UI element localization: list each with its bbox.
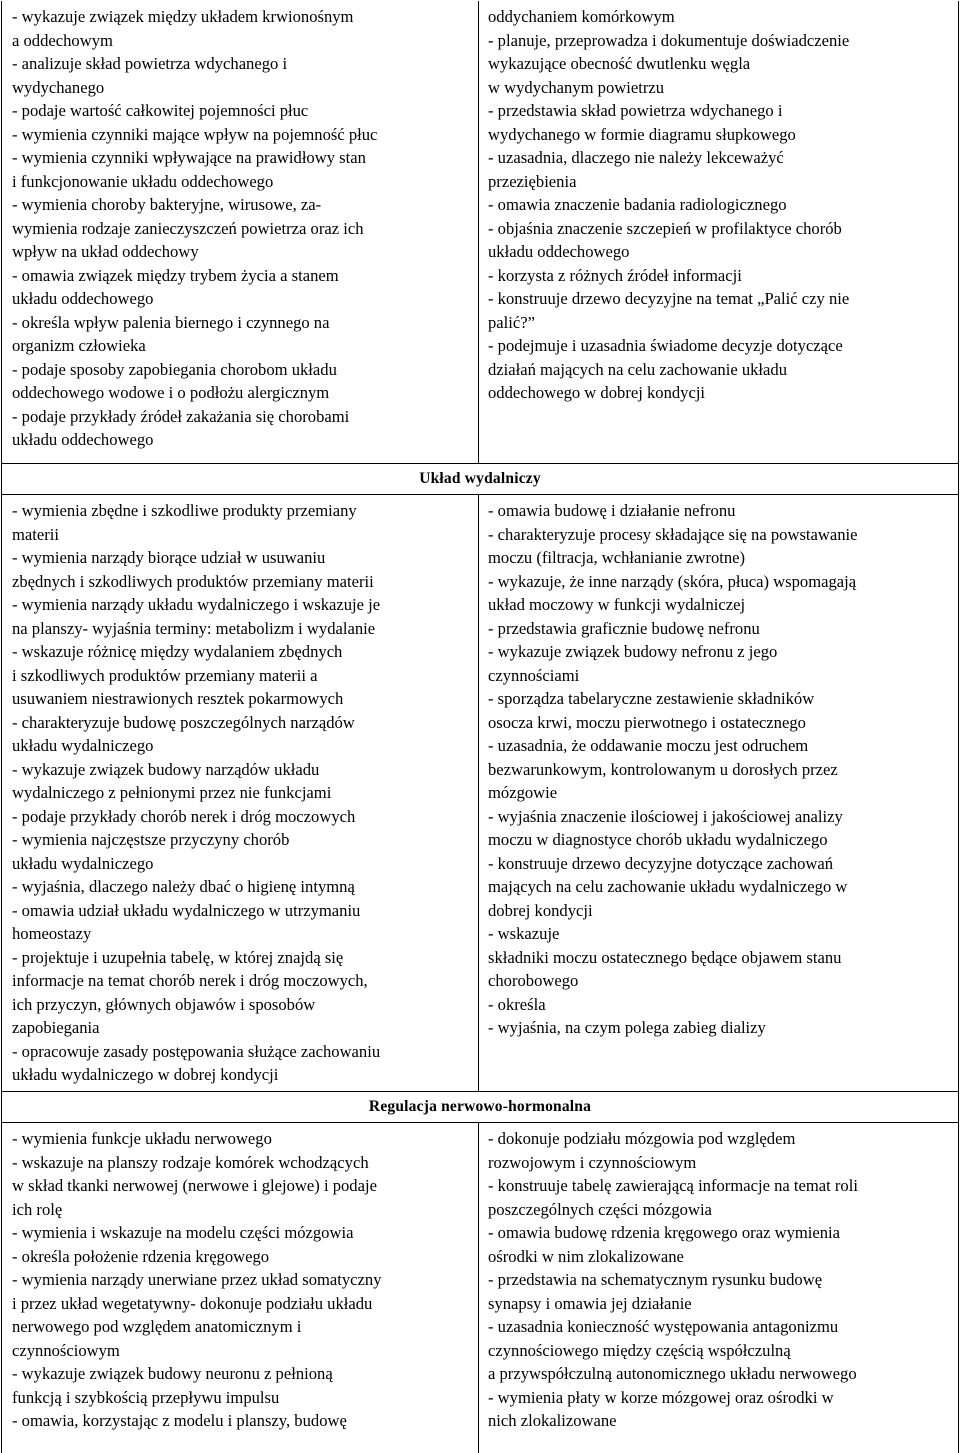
text-line: - wymienia zbędne i szkodliwe produkty przemiany bbox=[12, 501, 357, 520]
text-line: - określa bbox=[488, 994, 546, 1014]
text-line: i przez układ wegetatywny- dokonuje podziału układu bbox=[12, 1293, 373, 1313]
text-line: - wskazuje bbox=[488, 924, 560, 943]
text-line: układu oddechowego bbox=[12, 430, 154, 449]
text-line: - konstruuje drzewo decyzyjne na temat „Palić czy nie bbox=[488, 289, 850, 308]
text-line: homeostazy bbox=[12, 924, 92, 943]
text-line: wydychanego w formie diagramu słupkowego bbox=[488, 124, 796, 144]
text-line: na planszy- wyjaśnia terminy: metabolizm i wydalanie bbox=[12, 618, 376, 638]
text-line: palić?” bbox=[488, 312, 535, 332]
text-line: - projektuje i uzupełnia tabelę, w której znajdą się bbox=[12, 947, 344, 967]
text-line: oddechowego wodowe i o podłożu alergicznym bbox=[12, 383, 330, 402]
text-line: - wymienia najczęstsze przyczyny chorób bbox=[12, 830, 290, 849]
text-line: - omawia budowę rdzenia kręgowego oraz wymienia bbox=[488, 1223, 841, 1242]
text-line: - charakteryzuje budowę poszczególnych narządów bbox=[12, 712, 355, 732]
text-line: wpływ na układ oddechowy bbox=[12, 242, 199, 261]
text-line: działań mających na celu zachowanie układu bbox=[488, 359, 787, 379]
text-line: a oddechowym bbox=[12, 30, 113, 50]
text-line: - podejmuje i uzasadnia świadome decyzje dotyczące bbox=[488, 336, 843, 355]
text-line: - planuje, przeprowadza i dokumentuje doświadczenie bbox=[488, 30, 850, 50]
text-line: chorobowego bbox=[488, 971, 579, 990]
text-line: funkcją i szybkością przepływu impulsu bbox=[12, 1387, 280, 1407]
text-line: - podaje sposoby zapobiegania chorobom układu bbox=[12, 359, 337, 379]
text-line: - uzasadnia, dlaczego nie należy lekceważyć bbox=[488, 148, 784, 167]
text-line: - wyjaśnia znaczenie ilościowej i jakościowej analizy bbox=[488, 806, 843, 826]
text-line: - wymienia czynniki wpływające na prawidłowy stan bbox=[12, 148, 366, 167]
text-line: osocza krwi, moczu pierwotnego i ostatecznego bbox=[488, 712, 806, 732]
curriculum-table bbox=[1, 1, 959, 1453]
text-line: usuwaniem niestrawionych resztek pokarmowych bbox=[12, 689, 344, 708]
text-line: ośrodki w nim zlokalizowane bbox=[488, 1246, 684, 1266]
text-line: - uzasadnia konieczność występowania antagonizmu bbox=[488, 1317, 839, 1336]
text-line: - wyjaśnia, na czym polega zabieg dializy bbox=[488, 1018, 766, 1037]
text-line: zbędnych i szkodliwych produktów przemiany materii bbox=[12, 571, 374, 591]
text-line: - przedstawia graficznie budowę nefronu bbox=[488, 618, 760, 638]
text-line: - charakteryzuje procesy składające się na powstawanie bbox=[488, 524, 858, 544]
text-line: - omawia, korzystając z modelu i planszy, budowę bbox=[12, 1411, 347, 1430]
text-line: - sporządza tabelaryczne zestawienie składników bbox=[488, 689, 815, 708]
basic-requirements-cell bbox=[2, 495, 479, 1091]
text-line: czynnościowym bbox=[12, 1340, 120, 1360]
text-line: - omawia znaczenie badania radiologicznego bbox=[488, 195, 787, 214]
text-line: i funkcjonowanie układu oddechowego bbox=[12, 171, 274, 191]
text-line: - wskazuje różnicę między wydalaniem zbędnych bbox=[12, 642, 343, 661]
text-line: w wydychanym powietrzu bbox=[488, 77, 665, 97]
text-line: - analizuje skład powietrza wdychanego i bbox=[12, 54, 288, 73]
text-line: - wyjaśnia, dlaczego należy dbać o higienę intymną bbox=[12, 877, 355, 896]
text-line: - wykazuje związek budowy narządów układu bbox=[12, 759, 320, 779]
text-line: mózgowie bbox=[488, 783, 558, 802]
table-row-excretory bbox=[2, 494, 958, 1091]
section-heading-neuro-hormonal: Regulacja nerwowo-hormonalna bbox=[2, 1091, 958, 1122]
text-line: poszczególnych części mózgowia bbox=[488, 1199, 712, 1219]
text-line: - wykazuje, że inne narządy (skóra, płuca) wspomagają bbox=[488, 571, 857, 591]
text-line: - omawia udział układu wydalniczego w utrzymaniu bbox=[12, 900, 361, 920]
text-line: ich przyczyn, głównych objawów i sposobów bbox=[12, 994, 316, 1014]
text-line: - wykazuje związek budowy neuronu z pełnioną bbox=[12, 1364, 333, 1383]
text-line: układu wydalniczego bbox=[12, 736, 154, 755]
text-line: synapsy i omawia jej działanie bbox=[488, 1293, 692, 1313]
text-line: - wymienia i wskazuje na modelu części mózgowia bbox=[12, 1223, 354, 1242]
text-line: - wymienia płaty w korze mózgowej oraz ośrodki w bbox=[488, 1387, 834, 1407]
text-line: - podaje przykłady chorób nerek i dróg moczowych bbox=[12, 806, 356, 826]
basic-requirements-cell bbox=[2, 1123, 479, 1453]
text-line: - opracowuje zasady postępowania służące zachowaniu bbox=[12, 1041, 381, 1061]
table-row-respiratory bbox=[2, 1, 958, 463]
text-line: nerwowego pod względem anatomicznym i bbox=[12, 1317, 302, 1336]
text-line: - określa wpływ palenia biernego i czynnego na bbox=[12, 312, 330, 332]
section-heading-excretory: Układ wydalniczy bbox=[2, 463, 958, 494]
text-line: składniki moczu ostatecznego będące objawem stanu bbox=[488, 947, 842, 967]
extended-requirements-cell bbox=[479, 1123, 958, 1453]
text-line: ich rolę bbox=[12, 1199, 63, 1219]
text-line: - wykazuje związek między układem krwionośnym bbox=[12, 7, 354, 26]
text-line: nich zlokalizowane bbox=[488, 1411, 617, 1430]
text-line: układu wydalniczego bbox=[12, 853, 154, 873]
text-line: - konstruuje drzewo decyzyjne dotyczące zachowań bbox=[488, 853, 834, 873]
basic-requirements-cell bbox=[2, 1, 479, 463]
text-line: czynnościowego między częścią współczulną bbox=[488, 1340, 791, 1360]
text-line: układu oddechowego bbox=[12, 289, 154, 308]
text-line: - omawia związek między trybem życia a stanem bbox=[12, 265, 339, 285]
text-line: - wykazuje związek budowy nefronu z jego bbox=[488, 642, 778, 661]
text-line: - wymienia narządy unerwiane przez układ somatyczny bbox=[12, 1270, 382, 1289]
extended-requirements-cell bbox=[479, 1, 958, 463]
text-line: wydalniczego z pełnionymi przez nie funkcjami bbox=[12, 783, 332, 802]
text-line: - przedstawia na schematycznym rysunku budowę bbox=[488, 1270, 823, 1289]
text-line: - uzasadnia, że oddawanie moczu jest odruchem bbox=[488, 736, 809, 755]
text-line: i szkodliwych produktów przemiany materii a bbox=[12, 665, 318, 685]
text-line: moczu w diagnostyce chorób układu wydalniczego bbox=[488, 830, 828, 849]
text-line: mających na celu zachowanie układu wydalniczego w bbox=[488, 877, 848, 896]
text-line: - podaje wartość całkowitej pojemności płuc bbox=[12, 101, 309, 120]
text-line: przeziębienia bbox=[488, 171, 577, 191]
text-line: - wymienia narządy układu wydalniczego i wskazuje je bbox=[12, 595, 381, 614]
text-line: zapobiegania bbox=[12, 1018, 100, 1037]
text-line: - wymienia funkcje układu nerwowego bbox=[12, 1129, 272, 1148]
text-line: układu wydalniczego w dobrej kondycji bbox=[12, 1065, 279, 1084]
text-line: materii bbox=[12, 524, 59, 544]
text-line: oddechowego w dobrej kondycji bbox=[488, 383, 706, 402]
table-row-nervous bbox=[2, 1122, 958, 1453]
text-line: wydychanego bbox=[12, 77, 105, 97]
text-line: organizm człowieka bbox=[12, 336, 146, 355]
text-line: - wymienia narządy biorące udział w usuwaniu bbox=[12, 548, 326, 567]
text-line: - dokonuje podziału mózgowia pod względem bbox=[488, 1129, 796, 1148]
text-line: - omawia budowę i działanie nefronu bbox=[488, 501, 736, 520]
text-line: rozwojowym i czynnościowym bbox=[488, 1152, 697, 1172]
text-line: - wskazuje na planszy rodzaje komórek wchodzących bbox=[12, 1152, 369, 1172]
text-line: - wymienia czynniki mające wpływ na pojemność płuc bbox=[12, 124, 378, 144]
text-line: - objaśnia znaczenie szczepień w profilaktyce chorób bbox=[488, 218, 842, 238]
text-line: układ moczowy w funkcji wydalniczej bbox=[488, 595, 746, 614]
text-line: informacje na temat chorób nerek i dróg moczowych, bbox=[12, 971, 368, 990]
text-line: - korzysta z różnych źródeł informacji bbox=[488, 265, 742, 285]
extended-requirements-cell bbox=[479, 495, 958, 1091]
text-line: - przedstawia skład powietrza wdychanego i bbox=[488, 101, 783, 120]
text-line: - podaje przykłady źródeł zakażania się chorobami bbox=[12, 406, 350, 426]
text-line: wykazujące obecność dwutlenku węgla bbox=[488, 54, 751, 73]
text-line: dobrej kondycji bbox=[488, 900, 593, 920]
text-line: układu oddechowego bbox=[488, 242, 630, 261]
text-line: czynnościami bbox=[488, 665, 580, 685]
text-line: w skład tkanki nerwowej (nerwowe i glejowe) i podaje bbox=[12, 1176, 377, 1195]
text-line: a przywspółczulną autonomicznego układu nerwowego bbox=[488, 1364, 857, 1383]
text-line: bezwarunkowym, kontrolowanym u dorosłych przez bbox=[488, 759, 838, 779]
text-line: - wymienia choroby bakteryjne, wirusowe, za- bbox=[12, 195, 322, 214]
text-line: - określa położenie rdzenia kręgowego bbox=[12, 1246, 270, 1266]
text-line: moczu (filtracja, wchłanianie zwrotne) bbox=[488, 548, 746, 567]
text-line: - konstruuje tabelę zawierającą informacje na temat roli bbox=[488, 1176, 858, 1195]
text-line: wymienia rodzaje zanieczyszczeń powietrza oraz ich bbox=[12, 218, 364, 238]
text-line: oddychaniem komórkowym bbox=[488, 7, 675, 26]
